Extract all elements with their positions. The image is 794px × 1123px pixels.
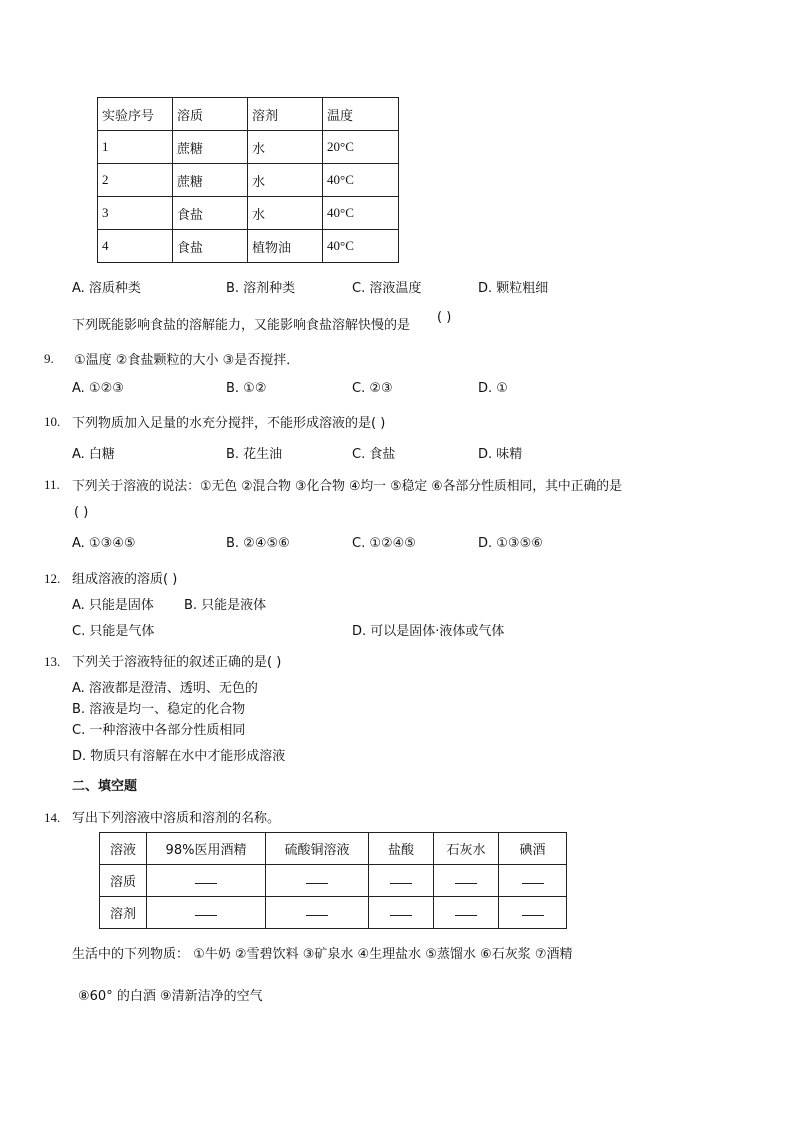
answer-blank[interactable] xyxy=(195,873,217,884)
answer-blank[interactable] xyxy=(195,905,217,916)
option-c[interactable]: C. 一种溶液中各部分性质相同 xyxy=(72,723,246,738)
table-row xyxy=(100,897,567,929)
answer-blank[interactable] xyxy=(390,873,412,884)
table-cell: 水 xyxy=(248,131,323,164)
table-header-cell: 98%医用酒精 xyxy=(147,833,266,865)
table-cell: 植物油 xyxy=(248,230,323,263)
answer-cell[interactable] xyxy=(499,865,567,897)
table-row xyxy=(100,865,567,897)
question-11-stem: 下列关于溶液的说法：①无色 ②混合物 ③化合物 ④均一 ⑤稳定 ⑥各部分性质相同，其中正确的是 xyxy=(72,479,622,494)
row-label: 溶剂 xyxy=(100,897,147,929)
table-row xyxy=(98,164,399,197)
table-header-cell: 石灰水 xyxy=(434,833,499,865)
table-cell: 2 xyxy=(98,164,173,197)
table-header-cell: 硫酸铜溶液 xyxy=(266,833,369,865)
experiment-table xyxy=(97,97,399,263)
table-header-cell: 实验序号 xyxy=(98,98,173,131)
table-row xyxy=(98,131,399,164)
table-cell: 蔗糖 xyxy=(173,131,248,164)
table-header-cell: 盐酸 xyxy=(369,833,434,865)
option-a[interactable]: A. 溶质种类 xyxy=(72,281,141,296)
table-cell: 3 xyxy=(98,197,173,230)
answer-cell[interactable] xyxy=(434,865,499,897)
table-cell: 水 xyxy=(248,164,323,197)
question-13-stem: 下列关于溶液特征的叙述正确的是( ) xyxy=(72,655,282,670)
option-d[interactable]: D. 颗粒粗细 xyxy=(478,281,549,296)
answer-paren: ( ) xyxy=(74,505,89,520)
answer-blank[interactable] xyxy=(306,873,328,884)
table-cell: 40°C xyxy=(323,164,399,197)
table-header-cell: 温度 xyxy=(323,98,399,131)
table-header-cell: 碘酒 xyxy=(499,833,567,865)
answer-blank[interactable] xyxy=(455,905,477,916)
option-c[interactable]: C. ①②④⑤ xyxy=(352,536,416,551)
question-14-stem: 写出下列溶液中溶质和溶剂的名称。 xyxy=(72,811,281,826)
option-b[interactable]: B. ②④⑤⑥ xyxy=(226,536,290,551)
option-c[interactable]: C. 食盐 xyxy=(352,447,396,462)
option-c[interactable]: C. 只能是气体 xyxy=(72,624,155,639)
question-number: 10. xyxy=(44,414,61,429)
table-header-row xyxy=(98,98,399,131)
table-header-cell: 溶液 xyxy=(100,833,147,865)
question-number: 13. xyxy=(44,654,61,669)
option-a[interactable]: A. 只能是固体 xyxy=(72,598,154,613)
option-a[interactable]: A. 白糖 xyxy=(72,447,115,462)
question-9-stem: ①温度 ②食盐颗粒的大小 ③是否搅拌． xyxy=(74,353,300,368)
question-12-stem: 组成溶液的溶质( ) xyxy=(72,572,178,587)
table-header-cell: 溶质 xyxy=(173,98,248,131)
answer-cell[interactable] xyxy=(499,897,567,929)
answer-paren: ( ) xyxy=(437,310,452,325)
table-header-row xyxy=(100,833,567,865)
option-b[interactable]: B. 溶液是均一、稳定的化合物 xyxy=(72,702,246,717)
answer-cell[interactable] xyxy=(147,865,266,897)
answer-blank[interactable] xyxy=(455,873,477,884)
answer-blank[interactable] xyxy=(522,873,544,884)
option-d[interactable]: D. ①③⑤⑥ xyxy=(478,536,543,551)
table-cell: 水 xyxy=(248,197,323,230)
table-cell: 20°C xyxy=(323,131,399,164)
option-d[interactable]: D. 物质只有溶解在水中才能形成溶液 xyxy=(72,749,286,764)
option-d[interactable]: D. ① xyxy=(478,381,508,396)
question-number: 11. xyxy=(44,477,60,492)
table-row xyxy=(98,197,399,230)
question-9-intro: 下列既能影响食盐的溶解能力，又能影响食盐溶解快慢的是 xyxy=(72,318,411,333)
option-c[interactable]: C. ②③ xyxy=(352,381,393,396)
option-d[interactable]: D. 味精 xyxy=(478,447,523,462)
question-number: 9. xyxy=(44,351,54,366)
section-title: 二、填空题 xyxy=(72,779,138,794)
option-d[interactable]: D. 可以是固体·液体或气体 xyxy=(352,624,505,639)
option-b[interactable]: B. ①② xyxy=(226,381,267,396)
option-a[interactable]: A. 溶液都是澄清、透明、无色的 xyxy=(72,681,258,696)
option-b[interactable]: B. 只能是液体 xyxy=(184,598,267,613)
row-label: 溶质 xyxy=(100,865,147,897)
table-cell: 4 xyxy=(98,230,173,263)
option-a[interactable]: A. ①②③ xyxy=(72,381,124,396)
answer-cell[interactable] xyxy=(147,897,266,929)
answer-blank[interactable] xyxy=(306,905,328,916)
question-number: 14. xyxy=(44,810,61,825)
answer-cell[interactable] xyxy=(369,897,434,929)
table-cell: 1 xyxy=(98,131,173,164)
table-header-cell: 溶剂 xyxy=(248,98,323,131)
answer-cell[interactable] xyxy=(434,897,499,929)
option-c[interactable]: C. 溶液温度 xyxy=(352,281,422,296)
table-row xyxy=(98,230,399,263)
question-15-line-1: 生活中的下列物质： ①牛奶 ②雪碧饮料 ③矿泉水 ④生理盐水 ⑤蒸馏水 ⑥石灰浆 ⑦酒精 xyxy=(72,947,573,962)
answer-blank[interactable] xyxy=(522,905,544,916)
fill-in-table xyxy=(99,832,567,929)
table-cell: 食盐 xyxy=(173,197,248,230)
answer-blank[interactable] xyxy=(390,905,412,916)
answer-cell[interactable] xyxy=(266,865,369,897)
answer-cell[interactable] xyxy=(266,897,369,929)
question-15-line-2: ⑧60° 的白酒 ⑨清新洁净的空气 xyxy=(78,989,263,1004)
option-b[interactable]: B. 溶剂种类 xyxy=(226,281,296,296)
question-number: 12. xyxy=(44,571,61,586)
option-b[interactable]: B. 花生油 xyxy=(226,447,283,462)
table-cell: 蔗糖 xyxy=(173,164,248,197)
table-cell: 40°C xyxy=(323,230,399,263)
option-a[interactable]: A. ①③④⑤ xyxy=(72,536,136,551)
table-cell: 40°C xyxy=(323,197,399,230)
answer-cell[interactable] xyxy=(369,865,434,897)
table-cell: 食盐 xyxy=(173,230,248,263)
question-10-stem: 下列物质加入足量的水充分搅拌，不能形成溶液的是( ) xyxy=(72,416,386,431)
